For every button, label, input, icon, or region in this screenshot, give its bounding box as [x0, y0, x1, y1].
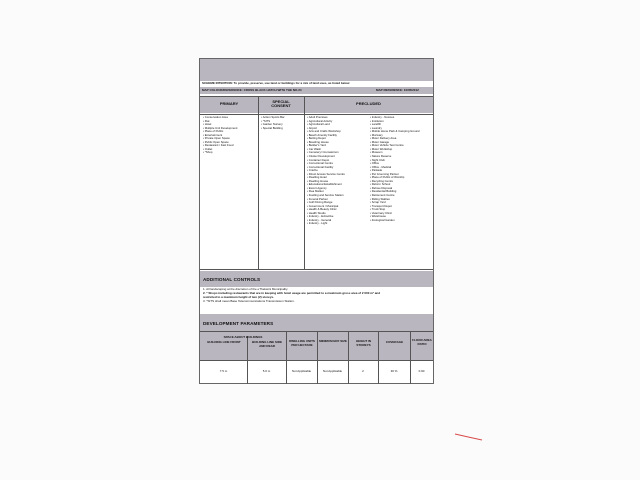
- value-floor-area-ratio: 0.90: [418, 369, 425, 374]
- list-item: • Dwelling House: [307, 180, 367, 184]
- building-line-side-rear: BUILDING LINE SIDE AND REAR: [251, 341, 282, 348]
- list-item: • Zoological Garden: [370, 219, 432, 223]
- list-item: • Industry - General: [307, 219, 367, 223]
- list-item: • Landfill: [370, 123, 432, 127]
- list-item: • Recycling Centre: [370, 180, 432, 184]
- list-item: • Industry - Noxious: [370, 116, 432, 120]
- list-item: • Place of Public: [203, 130, 257, 134]
- list-item: • Action Sports Bar: [261, 116, 303, 120]
- list-item: • Hotel: [203, 123, 257, 127]
- list-item: • Residential Building: [370, 190, 432, 194]
- red-pen-mark: [454, 432, 484, 442]
- list-item: • Dwelling Hotel: [307, 176, 367, 180]
- list-item: • Betting Depot: [307, 137, 367, 141]
- list-item: • Boarding House: [307, 141, 367, 145]
- list-item: • Agricultural Activity: [307, 120, 367, 124]
- column-special-line1: SPECIAL: [272, 99, 290, 104]
- precluded-list-b: [370, 116, 432, 222]
- list-item: • Office: [370, 162, 432, 166]
- space-about-buildings: SPACE ABOUT BUILDINGS: [223, 336, 263, 340]
- list-item: • Warehouse: [370, 215, 432, 219]
- list-item: • Veterinary Clinic: [370, 212, 432, 216]
- floor-area-ratio: FLOOR AREA RATIO: [412, 339, 432, 346]
- list-item: • *Shop: [203, 151, 257, 155]
- list-item: • Motor Workshop: [370, 148, 432, 152]
- dwelling-units-per-hectare: DWELLING UNITS PER HECTARE: [289, 340, 315, 347]
- list-item: • Industry - Light: [307, 222, 367, 226]
- list-item: • Fuelling and Service Station: [307, 194, 367, 198]
- list-item: • Garden Nursery: [261, 123, 303, 127]
- list-item: • Arts and Crafts Workshop: [307, 130, 367, 134]
- list-item: • Industry - Extractive: [307, 215, 367, 219]
- list-item: • Correctional Centre: [307, 162, 367, 166]
- header-band: [200, 59, 433, 81]
- list-item: • Escort Agency: [307, 187, 367, 191]
- column-primary: PRIMARY: [219, 101, 239, 107]
- parameters-table: [200, 331, 433, 384]
- map-reference: MAP REFERENCE: 10/05/2012: [376, 89, 419, 92]
- list-item: • Conservation Area: [203, 116, 257, 120]
- map-colour-reference: MAP COLOUR/REFERENCE: CROSS BLACK HATCH WITH THE NO.24: [202, 89, 302, 92]
- list-item: • Golf Driving Range: [307, 201, 367, 205]
- coverage: COVERAGE: [385, 341, 404, 344]
- list-item: • Museum: [370, 151, 432, 155]
- list-item: • Builder's Yard: [307, 144, 367, 148]
- list-item: • Riding Stables: [370, 198, 432, 202]
- list-item: • Motor Delivery Area: [370, 137, 432, 141]
- list-item: • Correctional Facility: [307, 166, 367, 170]
- list-item: • Multiple Unit Development: [203, 127, 257, 131]
- list-item: • Place of Public of Worship: [370, 176, 432, 180]
- list-item: • Container Depot: [307, 159, 367, 163]
- list-item: • Funeral Parlour: [307, 198, 367, 202]
- list-item: • Direct Access Service Centre: [307, 173, 367, 177]
- list-item: • Special Building: [261, 127, 303, 131]
- list-item: • Institution: [370, 120, 432, 124]
- value-building-line-front: 7.5 m: [219, 369, 228, 374]
- list-item: • Health Studio: [307, 212, 367, 216]
- column-special-line2: CONSENT: [271, 103, 291, 109]
- list-item: • Motor Vehicle Test Centre: [370, 144, 432, 148]
- list-item: • Educational Establishment: [307, 183, 367, 187]
- list-item: • Parkade: [370, 169, 432, 173]
- additional-control-1: 1. All landscaping at the discretion of the eThekwini Municipality.: [203, 288, 289, 291]
- value-building-line-side-rear: 5.0 m: [262, 369, 271, 374]
- development-parameters-title: DEVELOPMENT PARAMETERS: [203, 321, 274, 326]
- list-item: • Beach Amenity Facility: [307, 134, 367, 138]
- list-item: • Mortuary: [370, 134, 432, 138]
- special-consent-list: [261, 116, 303, 130]
- additional-controls-title: ADDITIONAL CONTROLS: [203, 277, 261, 282]
- zoning-sheet: [199, 58, 434, 384]
- list-item: • Entertainment: [203, 134, 257, 138]
- minimum-erf-size: MINIMUM ERF SIZE: [319, 340, 347, 343]
- list-item: • Pet Grooming Parlour: [370, 173, 432, 177]
- list-item: • Transport Depot: [370, 205, 432, 209]
- additional-control-2a: 2. * Shops including restaurants that are in keeping with hotel usage are permitted to a maximum gross area of 2 000 m² and: [203, 292, 381, 295]
- list-item: • Health & Beauty Clinic: [307, 208, 367, 212]
- list-item: • Motor Garage: [370, 141, 432, 145]
- list-item: • Truck Stop: [370, 208, 432, 212]
- list-item: • Restaurant / Fast Food: [203, 144, 257, 148]
- list-item: • Adult Premises: [307, 116, 367, 120]
- list-item: • Public Open Space: [203, 141, 257, 145]
- column-precluded: PRECLUDED: [356, 101, 381, 107]
- value-minimum-erf-size: Not Applicable: [322, 369, 343, 374]
- list-item: • Mobile Home Park & Camping Ground: [370, 130, 432, 134]
- list-item: • Office - Medical: [370, 166, 432, 170]
- list-item: • Cemetery/ Crematorium: [307, 151, 367, 155]
- primary-list: [203, 116, 257, 155]
- value-dwelling-units: Not Applicable: [291, 369, 312, 374]
- list-item: • Laundry: [370, 127, 432, 131]
- list-item: • Nature Reserve: [370, 155, 432, 159]
- list-item: • Outlet: [203, 148, 257, 152]
- list-item: • Flat: [203, 120, 257, 124]
- list-item: • Night Club: [370, 159, 432, 163]
- value-height: 2: [362, 369, 364, 374]
- list-item: • Airport: [307, 127, 367, 131]
- list-item: • Flea Market: [307, 190, 367, 194]
- list-item: • Refuse Disposal: [370, 187, 432, 191]
- height-in-storeys: HEIGHT IN STOREYS: [355, 340, 372, 347]
- building-line-front: BUILDING LINE FRONT: [207, 341, 241, 344]
- list-item: • Private Open Space: [203, 137, 257, 141]
- list-item: • Car Wash: [307, 148, 367, 152]
- value-coverage: 30 %: [390, 369, 398, 374]
- list-item: • Government / Municipal: [307, 205, 367, 209]
- list-item: • Reform School: [370, 183, 432, 187]
- list-item: • Crèche: [307, 169, 367, 173]
- list-item: • Scrap Yard: [370, 201, 432, 205]
- scheme-intention: SCHEME INTENTION: To provide, preserve, use land or buildings for a mix of land uses, as listed below: [202, 82, 350, 85]
- list-item: • Agricultural Land: [307, 123, 367, 127]
- additional-control-3: 3. *SITS shall mean Base Telecommunications Transmission Station.: [203, 300, 295, 303]
- list-item: • Cluster Development: [307, 155, 367, 159]
- precluded-list-a: [307, 116, 367, 226]
- additional-control-2b: restricted to a maximum height of two (2) storeys.: [203, 296, 275, 299]
- list-item: • Retirement Centre: [370, 194, 432, 198]
- list-item: • *SITS: [261, 120, 303, 124]
